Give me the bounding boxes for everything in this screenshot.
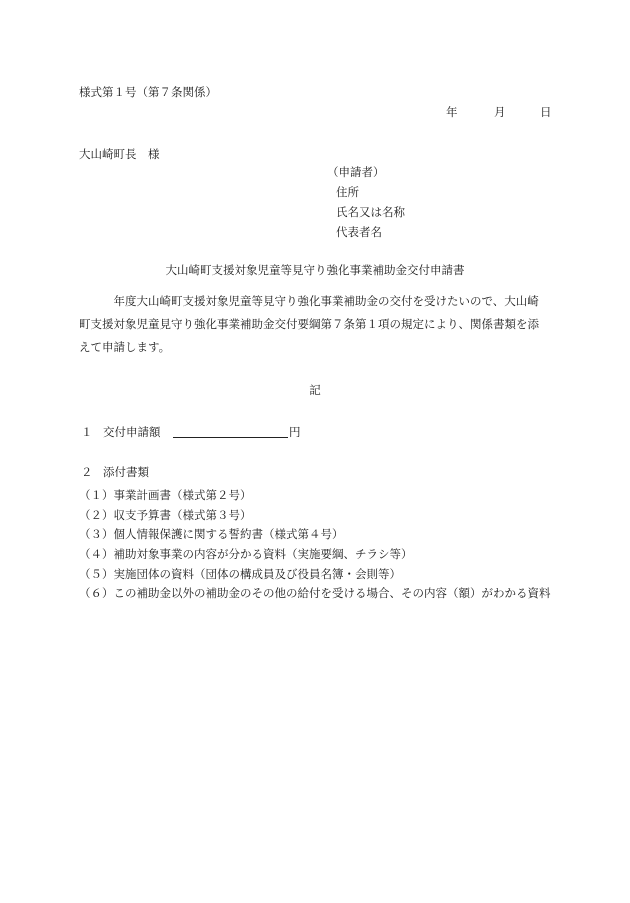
list-item: （４）補助対象事業の内容が分かる資料（実施要綱、チラシ等） — [79, 547, 413, 562]
body-line: えて申請します。 — [79, 340, 171, 354]
date-year-label: 年 — [446, 105, 458, 119]
ki-heading: 記 — [309, 383, 321, 397]
date-day-label: 日 — [540, 105, 552, 119]
amount-blank-field[interactable] — [173, 437, 288, 438]
date-line — [0, 104, 630, 120]
body-line: 町支援対象児童見守り強化事業補助金交付要綱第７条第１項の規定により、関係書類を添 — [79, 317, 539, 331]
list-item: （５）実施団体の資料（団体の構成員及び役員名簿・会則等） — [79, 566, 401, 581]
date-month-label: 月 — [494, 105, 506, 119]
form-number-label: 様式第１号（第７条関係） — [79, 85, 217, 99]
item1-number: １ — [81, 425, 93, 439]
item2-label: 添付書類 — [103, 465, 149, 479]
list-item: （２）収支予算書（様式第３号） — [79, 507, 252, 522]
item1-label: 交付申請額 — [103, 425, 161, 439]
item2-number: ２ — [81, 465, 93, 479]
applicant-address-label: 住所 — [336, 185, 359, 199]
attachment-list — [79, 486, 551, 604]
applicant-representative-label: 代表者名 — [336, 225, 382, 239]
applicant-heading: （申請者） — [327, 165, 385, 179]
addressee: 大山崎町長 様 — [79, 147, 160, 161]
list-item: （６）この補助金以外の補助金のその他の給付を受ける場合、その内容（額）がわかる資料 — [79, 586, 551, 601]
list-item: （１）事業計画書（様式第２号） — [79, 488, 252, 502]
application-body-text — [79, 290, 551, 359]
body-line: 年度大山崎町支援対象児童等見守り強化事業補助金の交付を受けたいので、大山崎 — [79, 294, 539, 308]
document-title: 大山崎町支援対象児童等見守り強化事業補助金交付申請書 — [165, 263, 465, 277]
list-item: （３）個人情報保護に関する誓約書（様式第４号） — [79, 527, 344, 542]
applicant-name-label: 氏名又は名称 — [336, 205, 405, 219]
item1-unit: 円 — [289, 425, 301, 439]
